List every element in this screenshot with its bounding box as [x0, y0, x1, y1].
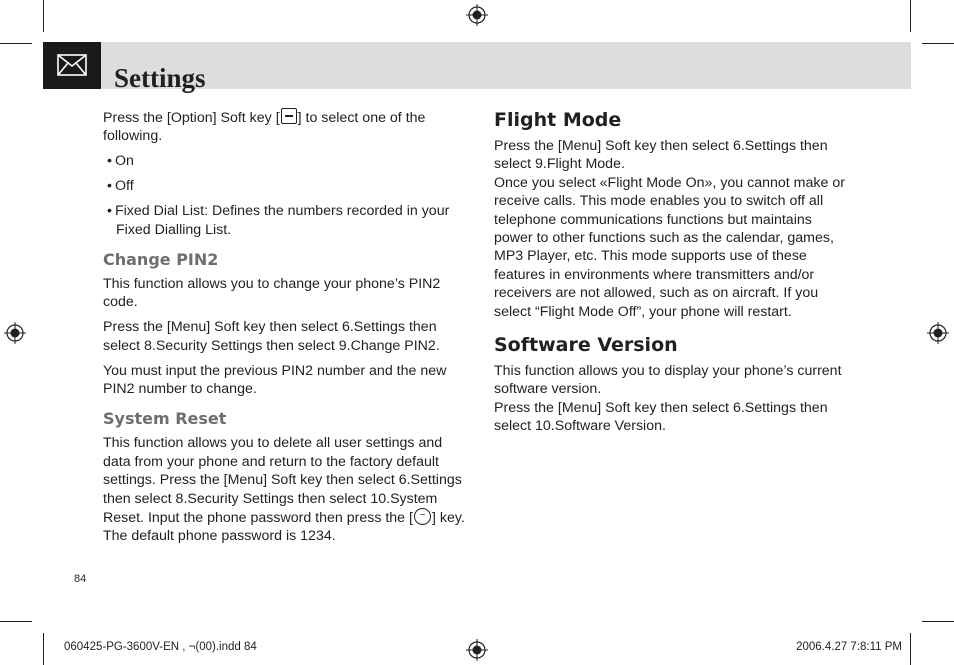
intro-text	[103, 108, 465, 146]
crop-mark	[0, 43, 32, 44]
registration-mark-icon	[4, 322, 26, 344]
crop-mark	[43, 633, 44, 665]
envelope-icon	[57, 54, 87, 76]
registration-mark-icon	[927, 322, 949, 344]
change-pin2-desc: This function allows you to change your phone’s PIN2 code.	[103, 275, 441, 311]
right-column	[494, 108, 854, 436]
registration-mark-icon	[466, 639, 488, 661]
page-number: 84	[74, 573, 87, 585]
footer-timestamp: 2006.4.27 7:8:11 PM	[796, 641, 902, 653]
option-softkey-icon	[281, 108, 297, 124]
registration-mark-icon	[466, 4, 488, 26]
software-version-desc: This function allows you to display your phone’s current software version.	[494, 363, 842, 398]
system-reset-desc-a: This function allows you to delete all user settings and data from your phone and return to the factory default settings. Press the [Menu] Soft key then select 6.Settings then select 8.Security Settings then select 10.System Reset. Input the phone password then press the [	[103, 435, 462, 526]
list-item: • Fixed Dial List: Defines the numbers recorded in your Fixed Dialling List.	[107, 202, 465, 239]
intro-text-b: ] to select one of the following.	[103, 110, 426, 145]
header-band	[101, 42, 911, 89]
crop-mark	[922, 621, 954, 622]
system-reset-desc-b: ] key. The default phone password is 1234.	[103, 510, 465, 545]
option-list	[107, 152, 465, 239]
change-pin2-note: You must input the previous PIN2 number and the new PIN2 number to change.	[103, 362, 447, 397]
footer-file-info: 060425-PG-3600V-EN , ¬(00).indd 84	[64, 641, 257, 653]
crop-mark	[910, 0, 911, 32]
crop-mark	[922, 43, 954, 44]
crop-mark	[0, 621, 32, 622]
ok-key-icon	[414, 508, 431, 525]
software-version-heading: Software Version	[494, 334, 678, 357]
software-version-steps: Press the [Menu] Soft key then select 6.Settings then select 10.Software Version.	[494, 399, 828, 435]
list-item: • On	[107, 152, 465, 170]
crop-mark	[910, 633, 911, 665]
change-pin2-heading: Change PIN2	[103, 249, 219, 269]
system-reset-heading: System Reset	[103, 409, 227, 429]
system-reset-desc	[103, 434, 465, 545]
list-item: • Off	[107, 177, 465, 195]
crop-mark	[43, 0, 44, 32]
flight-mode-desc: Once you select «Flight Mode On», you cannot make or receive calls. This mode enables you to switch off all telephone communications functions but maintains power to other functions such as the calendar, games, MP3 Player, etc. This mode supports use of these features in environments where transmitters and/or receivers are not allowed, such as on aircraft. If you select “Flight Mode Off”, your phone will restart.	[494, 174, 845, 320]
change-pin2-steps: Press the [Menu] Soft key then select 6.Settings then select 8.Security Settings then select 9.Change PIN2.	[103, 319, 440, 354]
left-column	[103, 108, 465, 552]
intro-text-a: Press the [Option] Soft key [	[103, 110, 280, 126]
header-icon-box	[43, 42, 101, 89]
page-title: Settings	[114, 63, 206, 93]
flight-mode-steps: Press the [Menu] Soft key then select 6.Settings then select 9.Flight Mode.	[494, 138, 828, 173]
flight-mode-heading: Flight Mode	[494, 109, 622, 131]
